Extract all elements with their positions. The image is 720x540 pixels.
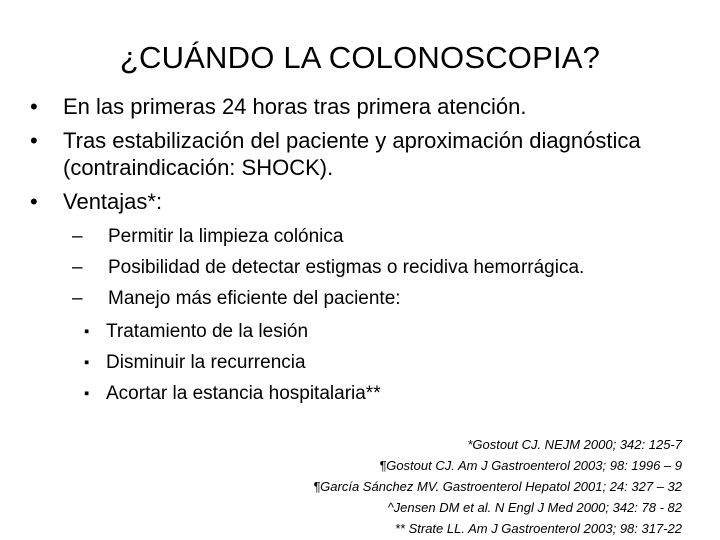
list-item [80,351,700,375]
bullet-list [30,93,700,413]
reference-line: ^Jensen DM et al. N Engl J Med 2000; 342: 78 - 82 [387,500,682,515]
references [122,434,682,539]
reference-line: *Gostout CJ. NEJM 2000; 342: 125-7 [467,437,682,452]
dash-marker: – [72,288,83,309]
dash-marker: – [72,226,83,247]
sub-bullet-text: Posibilidad de detectar estigmas o recidiva hemorrágica. [108,257,585,278]
sub-sub-bullet-text: Acortar la estancia hospitalaria** [106,383,381,404]
sub-sub-bullet-text: Tratamiento de la lesión [106,321,309,342]
sub-sub-bullet-list [84,320,700,406]
list-item [80,320,700,344]
sub-bullet-text: Manejo más eficiente del paciente: [108,288,401,309]
bullet-marker: • [30,128,38,153]
bullet-marker: • [30,189,38,214]
dash-marker: – [72,257,83,278]
sub-bullet-text: Permitir la limpieza colónica [108,226,344,247]
bullet-marker: • [30,94,38,119]
bullet-text: Ventajas*: [63,189,163,214]
reference-line: ¶Gostout CJ. Am J Gastroenterol 2003; 98: 1996 – 9 [379,458,682,473]
slide-title: ¿CUÁNDO LA COLONOSCOPIA? [119,40,601,75]
sub-bullet-list [63,225,700,406]
list-item [30,93,700,120]
square-marker: ▪ [84,385,90,402]
reference-line: ¶García Sánchez MV. Gastroenterol Hepatol 2001; 24: 327 – 32 [313,479,682,494]
list-item [72,287,700,406]
square-marker: ▪ [84,323,90,340]
sub-sub-bullet-text: Disminuir la recurrencia [106,352,306,373]
reference-line: ** Strate LL. Am J Gastroenterol 2003; 98: 317-22 [394,521,682,536]
list-item [72,256,700,280]
list-item [80,382,700,406]
list-item [30,127,700,181]
square-marker: ▪ [84,354,90,371]
bullet-text: Tras estabilización del paciente y aproximación diagnóstica (contraindicación: SHOCK). [63,128,641,180]
list-item [30,188,700,406]
list-item [72,225,700,249]
bullet-text: En las primeras 24 horas tras primera atención. [63,94,527,119]
